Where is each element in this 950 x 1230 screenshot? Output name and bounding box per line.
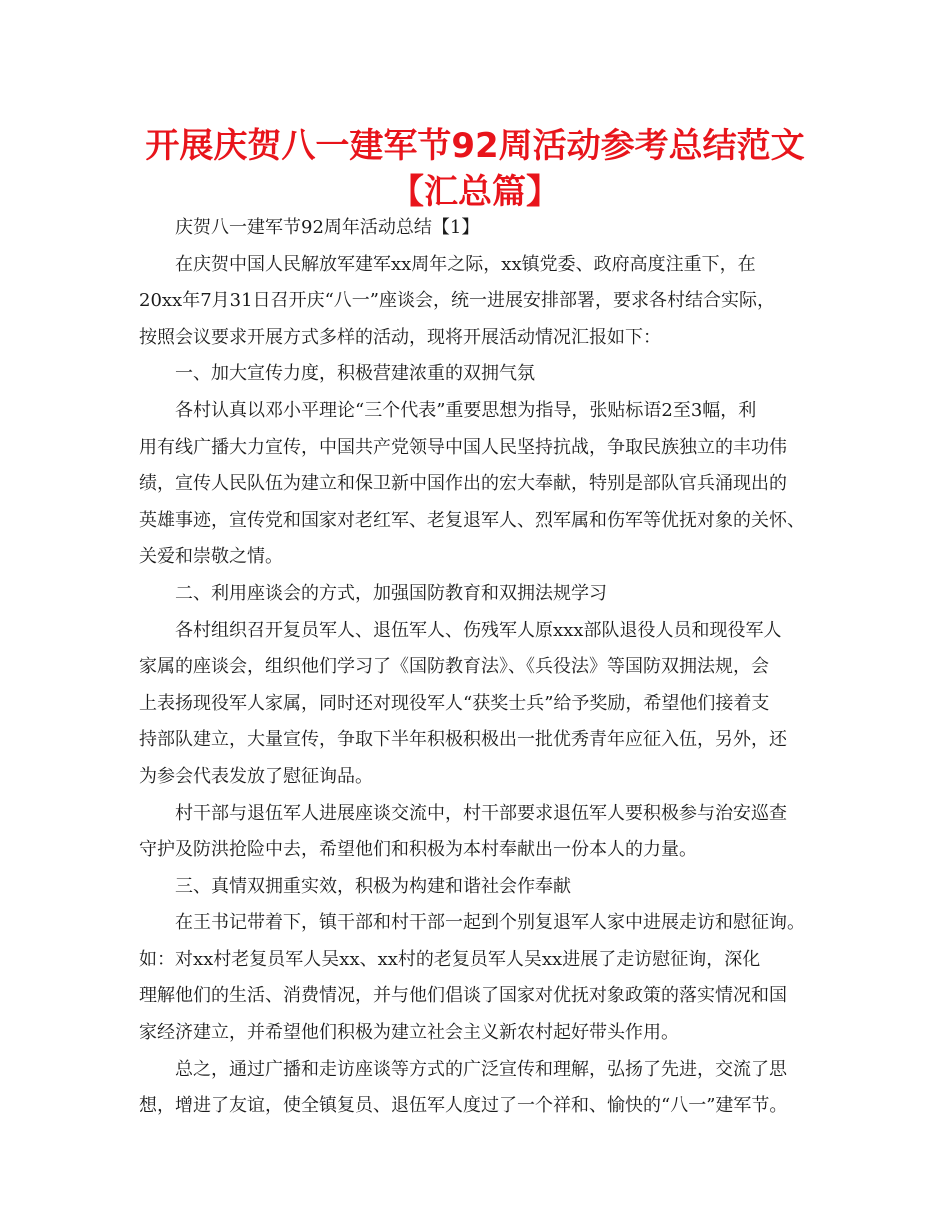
document-line: 在王书记带着下，镇干部和村干部一起到个别复退军人家中进展走访和慰征询。 bbox=[175, 912, 805, 934]
document-line: 一、加大宣传力度，积极营建浓重的双拥气氛 bbox=[175, 363, 535, 385]
document-line: 守护及防洪抢险中去，希望他们和积极为本村奉献出一份本人的力量。 bbox=[139, 839, 697, 861]
document-line: 持部队建立，大量宣传，争取下半年积极积极出一批优秀青年应征入伍，另外，还 bbox=[139, 729, 787, 751]
document-line: 庆贺八一建军节92周年活动总结【1】 bbox=[175, 217, 480, 238]
document-line: 总之，通过广播和走访座谈等方式的广泛宣传和理解，弘扬了先进，交流了思 bbox=[175, 1058, 787, 1080]
document-line: 各村认真以邓小平理论“三个代表”重要思想为指导，张贴标语2至3幅，利 bbox=[175, 399, 757, 421]
document-line: 三、真情双拥重实效，积极为构建和谐社会作奉献 bbox=[175, 875, 571, 897]
document-line: 各村组织召开复员军人、退伍军人、伤残军人原xxx部队退役人员和现役军人 bbox=[175, 619, 782, 641]
document-line: 20xx年7月31日召开庆“八一”座谈会，统一进展安排部署，要求各村结合实际， bbox=[139, 290, 775, 312]
document-line: 关爱和崇敬之情。 bbox=[139, 546, 283, 568]
document-line: 按照会议要求开展方式多样的活动，现将开展活动情况汇报如下： bbox=[139, 326, 661, 348]
document-line: 二、利用座谈会的方式，加强国防教育和双拥法规学习 bbox=[175, 582, 607, 604]
document-line: 上表扬现役军人家属，同时还对现役军人“获奖士兵”给予奖励，希望他们接着支 bbox=[139, 692, 770, 714]
document-line: 绩，宣传人民队伍为建立和保卫新中国作出的宏大奉献，特别是部队官兵涌现出的 bbox=[139, 473, 787, 495]
document-line: 想，增进了友谊，使全镇复员、退伍军人度过了一个祥和、愉快的“八一”建军节。 bbox=[139, 1095, 788, 1117]
document-title-line-1: 开展庆贺八一建军节92周活动参考总结范文 bbox=[145, 126, 805, 166]
document-line: 用有线广播大力宣传，中国共产党领导中国人民坚持抗战，争取民族独立的丰功伟 bbox=[139, 436, 787, 458]
document-body bbox=[139, 210, 829, 1125]
document-title-line-2: 【汇总篇】 bbox=[390, 172, 560, 212]
document-line: 英雄事迹，宣传党和国家对老红军、老复退军人、烈军属和伤军等优抚对象的关怀、 bbox=[139, 509, 805, 531]
document-line: 家经济建立，并希望他们积极为建立社会主义新农村起好带头作用。 bbox=[139, 1022, 679, 1044]
document-line: 如：对xx村老复员军人吴xx、xx村的老复员军人吴xx进展了走访慰征询，深化 bbox=[139, 948, 761, 970]
document-line: 村干部与退伍军人进展座谈交流中，村干部要求退伍军人要积极参与治安巡查 bbox=[175, 802, 787, 824]
document-line: 家属的座谈会，组织他们学习了《国防教育法》、《兵役法》等国防双拥法规，会 bbox=[139, 656, 769, 678]
document-line: 理解他们的生活、消费情况，并与他们倡谈了国家对优抚对象政策的落实情况和国 bbox=[139, 985, 787, 1007]
document-line: 在庆贺中国人民解放军建军xx周年之际，xx镇党委、政府高度注重下，在 bbox=[175, 253, 756, 275]
document-line: 为参会代表发放了慰征询品。 bbox=[139, 765, 373, 787]
